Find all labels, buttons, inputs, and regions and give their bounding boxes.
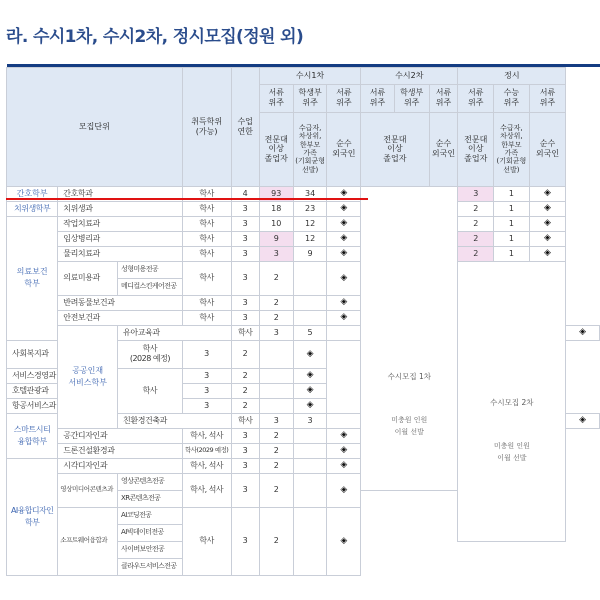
- table-row: [7, 246, 600, 261]
- dept-name: 호텔관광과: [7, 383, 118, 398]
- track-name: 메디컬스킨케어전공: [118, 278, 183, 295]
- foreigner-mark: [293, 368, 327, 383]
- diamond-icon: ◈: [340, 272, 348, 283]
- years-cell: 3: [182, 340, 231, 368]
- table-row: [7, 216, 600, 231]
- diamond-icon: ◈: [340, 248, 348, 259]
- years-cell: 3: [231, 295, 259, 310]
- group-label: 간호학부: [7, 186, 58, 201]
- value-cell: [259, 398, 293, 413]
- foreigner-mark: [327, 246, 361, 261]
- diamond-icon: ◈: [544, 218, 551, 229]
- header-years: 수업 연한: [231, 67, 259, 186]
- track-name: 클라우드서비스전공: [118, 558, 183, 575]
- value-cell: 3: [293, 413, 327, 428]
- merged-title: 수시모집 2차: [490, 397, 534, 407]
- header-qual: 전문대 이상 졸업자: [361, 112, 429, 186]
- diamond-icon: ◈: [340, 484, 348, 495]
- degree-cell: 학사, 석사: [182, 473, 231, 507]
- foreigner-mark: [327, 428, 361, 443]
- header-type: 서류 위주: [259, 84, 293, 112]
- value-cell: 3: [259, 246, 293, 261]
- diamond-icon: ◈: [306, 370, 314, 381]
- dept-name: 공간디자인과: [58, 428, 183, 443]
- header-qual: 수급자, 차상위, 한부모 가족 (기회균형 선발): [494, 112, 530, 186]
- diamond-icon: ◈: [544, 203, 551, 214]
- value-cell: [327, 325, 361, 340]
- merged-title: 수시모집 1차: [387, 371, 431, 381]
- diamond-icon: ◈: [306, 348, 314, 359]
- group-label: 치위생학부: [7, 201, 58, 216]
- table-row: [7, 201, 600, 216]
- dept-name: 물리치료과: [58, 246, 183, 261]
- degree-cell: 학사, 석사: [182, 428, 231, 443]
- degree-cell: 학사: [182, 201, 231, 216]
- value-cell: 18: [259, 201, 293, 216]
- header-unit: 모집단위: [7, 67, 183, 186]
- value-cell: 2: [458, 216, 494, 231]
- track-name: AI빅데이터전공: [118, 524, 183, 541]
- value-cell: 93: [259, 186, 293, 201]
- foreigner-mark: [327, 507, 361, 575]
- degree-cell: 학사: [182, 507, 231, 575]
- value-cell: 1: [494, 201, 530, 216]
- merged-note-line: 이월 선발: [497, 453, 527, 462]
- value-cell: 2: [259, 261, 293, 295]
- value-cell: 2: [458, 246, 494, 261]
- header-qual: 수급자, 차상위, 한부모 가족 (기회균형 선발): [293, 112, 327, 186]
- years-cell: 3: [231, 216, 259, 231]
- diamond-icon: ◈: [340, 535, 348, 546]
- value-cell: 2: [259, 443, 293, 458]
- diamond-icon: ◈: [579, 327, 587, 338]
- value-cell: 2: [231, 398, 259, 413]
- value-cell: 2: [231, 383, 259, 398]
- diamond-icon: ◈: [340, 218, 348, 229]
- years-cell: 3: [182, 383, 231, 398]
- degree-cell: 학사: [182, 231, 231, 246]
- years-cell: 3: [231, 507, 259, 575]
- value-cell: 1: [494, 186, 530, 201]
- table-row: [7, 261, 600, 278]
- degree-cell: 학사: [182, 216, 231, 231]
- degree-cell: 학사: [182, 261, 231, 295]
- foreigner-mark: [566, 413, 600, 428]
- years-cell: 3: [231, 458, 259, 473]
- header-type: 학생부 위주: [293, 84, 327, 112]
- header-type: 서류 위주: [327, 84, 361, 112]
- degree-cell: 학사: [182, 246, 231, 261]
- diamond-icon: ◈: [340, 430, 348, 441]
- diamond-icon: ◈: [340, 312, 348, 323]
- diamond-icon: ◈: [306, 385, 314, 396]
- value-cell: 34: [293, 186, 327, 201]
- years-cell: 3: [231, 428, 259, 443]
- dept-name: 치위생과: [58, 201, 183, 216]
- foreigner-mark: [327, 443, 361, 458]
- header-qual: 순수 외국인: [529, 112, 566, 186]
- value-cell: 3: [458, 186, 494, 201]
- value-cell: 5: [293, 325, 327, 340]
- value-cell: 1: [494, 231, 530, 246]
- years-cell: 3: [231, 201, 259, 216]
- foreigner-mark: [327, 216, 361, 231]
- merged-note: [458, 441, 565, 465]
- years-cell: 3: [259, 413, 293, 428]
- dept-name: 사회복지과: [7, 340, 118, 368]
- value-cell: [293, 261, 327, 295]
- value-cell: 2: [259, 458, 293, 473]
- diamond-icon: ◈: [340, 233, 348, 244]
- value-cell: 9: [259, 231, 293, 246]
- degree-cell: 학사: [118, 368, 183, 413]
- dept-name: 임상병리과: [58, 231, 183, 246]
- foreigner-mark: [327, 295, 361, 310]
- group-label: AI융합디자인 학부: [7, 458, 58, 575]
- dept-name: 서비스경영과: [7, 368, 118, 383]
- foreigner-mark: [327, 231, 361, 246]
- foreigner-mark: [529, 186, 566, 201]
- value-cell: [259, 368, 293, 383]
- years-cell: 4: [231, 186, 259, 201]
- diamond-icon: ◈: [340, 445, 348, 456]
- header-round-2: 수시2차: [361, 67, 458, 84]
- group-label: 의료보건 학부: [7, 216, 58, 340]
- value-cell: 12: [293, 216, 327, 231]
- value-cell: [293, 458, 327, 473]
- header-degree: 취득학위 (가능): [182, 67, 231, 186]
- value-cell: 23: [293, 201, 327, 216]
- degree-cell: 학사, 석사: [182, 458, 231, 473]
- degree-cell: 학사 (2028 예정): [118, 340, 183, 368]
- diamond-icon: ◈: [544, 233, 551, 244]
- years-cell: 3: [231, 310, 259, 325]
- foreigner-mark: [327, 458, 361, 473]
- degree-cell: 학사: [182, 310, 231, 325]
- years-cell: 3: [231, 443, 259, 458]
- dept-name: 안전보건과: [58, 310, 183, 325]
- header-type: 학생부 위주: [394, 84, 429, 112]
- diamond-icon: ◈: [340, 188, 348, 199]
- years-cell: 3: [182, 368, 231, 383]
- track-name: 성형미용전공: [118, 261, 183, 278]
- dept-name: 반려동물보건과: [58, 295, 183, 310]
- header-round-3: 정시: [458, 67, 566, 84]
- foreigner-mark: [293, 398, 327, 413]
- value-cell: [259, 340, 293, 368]
- merged-note-line: 이월 선발: [394, 427, 424, 436]
- value-cell: 2: [259, 473, 293, 507]
- diamond-icon: ◈: [340, 297, 348, 308]
- foreigner-mark: [293, 340, 327, 368]
- dept-name: 의료미용과: [58, 261, 118, 295]
- years-cell: 3: [231, 231, 259, 246]
- header-qual: 순수 외국인: [327, 112, 361, 186]
- foreigner-mark: [327, 310, 361, 325]
- header-type: 서류 위주: [458, 84, 494, 112]
- value-cell: [293, 295, 327, 310]
- value-cell: [293, 507, 327, 575]
- merged-note: [361, 415, 457, 439]
- foreigner-mark: [529, 246, 566, 261]
- merged-round2-cell: [361, 186, 458, 490]
- years-cell: 3: [259, 325, 293, 340]
- document-title: 라. 수시1차, 수시2차, 정시모집(정원 외): [6, 27, 304, 47]
- years-cell: 3: [231, 261, 259, 295]
- degree-cell: 학사: [182, 295, 231, 310]
- foreigner-mark: [327, 473, 361, 507]
- dept-name: 작업치료과: [58, 216, 183, 231]
- header-qual: 순수 외국인: [429, 112, 458, 186]
- dept-name: 소프트웨어융합과: [58, 507, 118, 575]
- value-cell: [293, 310, 327, 325]
- dept-name: 시각디자인과: [58, 458, 183, 473]
- track-name: AI코딩전공: [118, 507, 183, 524]
- foreigner-mark: [529, 231, 566, 246]
- diamond-icon: ◈: [544, 248, 551, 259]
- value-cell: 2: [231, 368, 259, 383]
- dept-name: 친환경건축과: [118, 413, 231, 428]
- diamond-icon: ◈: [544, 188, 551, 199]
- dept-name: 드론건설환경과: [58, 443, 183, 458]
- track-name: 영상콘텐츠전공: [118, 473, 183, 490]
- value-cell: 2: [259, 428, 293, 443]
- value-cell: 2: [458, 201, 494, 216]
- foreigner-mark: [327, 261, 361, 295]
- value-cell: 2: [259, 310, 293, 325]
- header-type: 수능 위주: [494, 84, 530, 112]
- merged-note-line: 미충원 인원: [391, 415, 428, 424]
- foreigner-mark: [529, 201, 566, 216]
- admission-table: [6, 64, 600, 576]
- track-name: XR콘텐츠전공: [118, 490, 183, 507]
- track-name: 사이버보안전공: [118, 541, 183, 558]
- diamond-icon: ◈: [340, 203, 348, 214]
- table-row: [7, 231, 600, 246]
- header-type: 서류 위주: [429, 84, 458, 112]
- value-cell: 10: [259, 216, 293, 231]
- highlight-underline: [6, 198, 368, 200]
- degree-cell: 학사: [182, 186, 231, 201]
- diamond-icon: ◈: [579, 415, 587, 426]
- foreigner-mark: [529, 216, 566, 231]
- years-cell: 3: [231, 473, 259, 507]
- value-cell: [293, 473, 327, 507]
- value-cell: 1: [494, 246, 530, 261]
- value-cell: [293, 428, 327, 443]
- header-qual: 전문대 이상 졸업자: [458, 112, 494, 186]
- dept-name: 영상미디어콘텐츠과: [58, 473, 118, 507]
- group-label: 공공인재 서비스학부: [58, 325, 118, 428]
- value-cell: 9: [293, 246, 327, 261]
- dept-name: 유아교육과: [118, 325, 231, 340]
- value-cell: 2: [259, 507, 293, 575]
- merged-jeongsi-cell: [458, 261, 566, 541]
- degree-cell: 학사(2029 예정): [182, 443, 231, 458]
- dept-name: 간호학과: [58, 186, 183, 201]
- header-type: 서류 위주: [361, 84, 395, 112]
- group-label: 스마트시티 융합학부: [7, 413, 58, 458]
- degree-cell: 학사: [231, 325, 259, 340]
- degree-cell: 학사: [231, 413, 259, 428]
- years-cell: 3: [231, 246, 259, 261]
- header-qual: 전문대 이상 졸업자: [259, 112, 293, 186]
- foreigner-mark: [566, 325, 600, 340]
- years-cell: 3: [182, 398, 231, 413]
- dept-name: 항공서비스과: [7, 398, 118, 413]
- value-cell: 2: [458, 231, 494, 246]
- value-cell: 2: [259, 295, 293, 310]
- header-round-1: 수시1차: [259, 67, 360, 84]
- value-cell: 1: [494, 216, 530, 231]
- header-type: 서류 위주: [529, 84, 566, 112]
- foreigner-mark: [293, 383, 327, 398]
- diamond-icon: ◈: [306, 400, 314, 411]
- diamond-icon: ◈: [340, 460, 348, 471]
- value-cell: [293, 443, 327, 458]
- value-cell: 12: [293, 231, 327, 246]
- value-cell: 2: [231, 340, 259, 368]
- value-cell: [327, 413, 361, 428]
- merged-note-line: 미충원 인원: [493, 441, 530, 450]
- foreigner-mark: [327, 201, 361, 216]
- value-cell: [259, 383, 293, 398]
